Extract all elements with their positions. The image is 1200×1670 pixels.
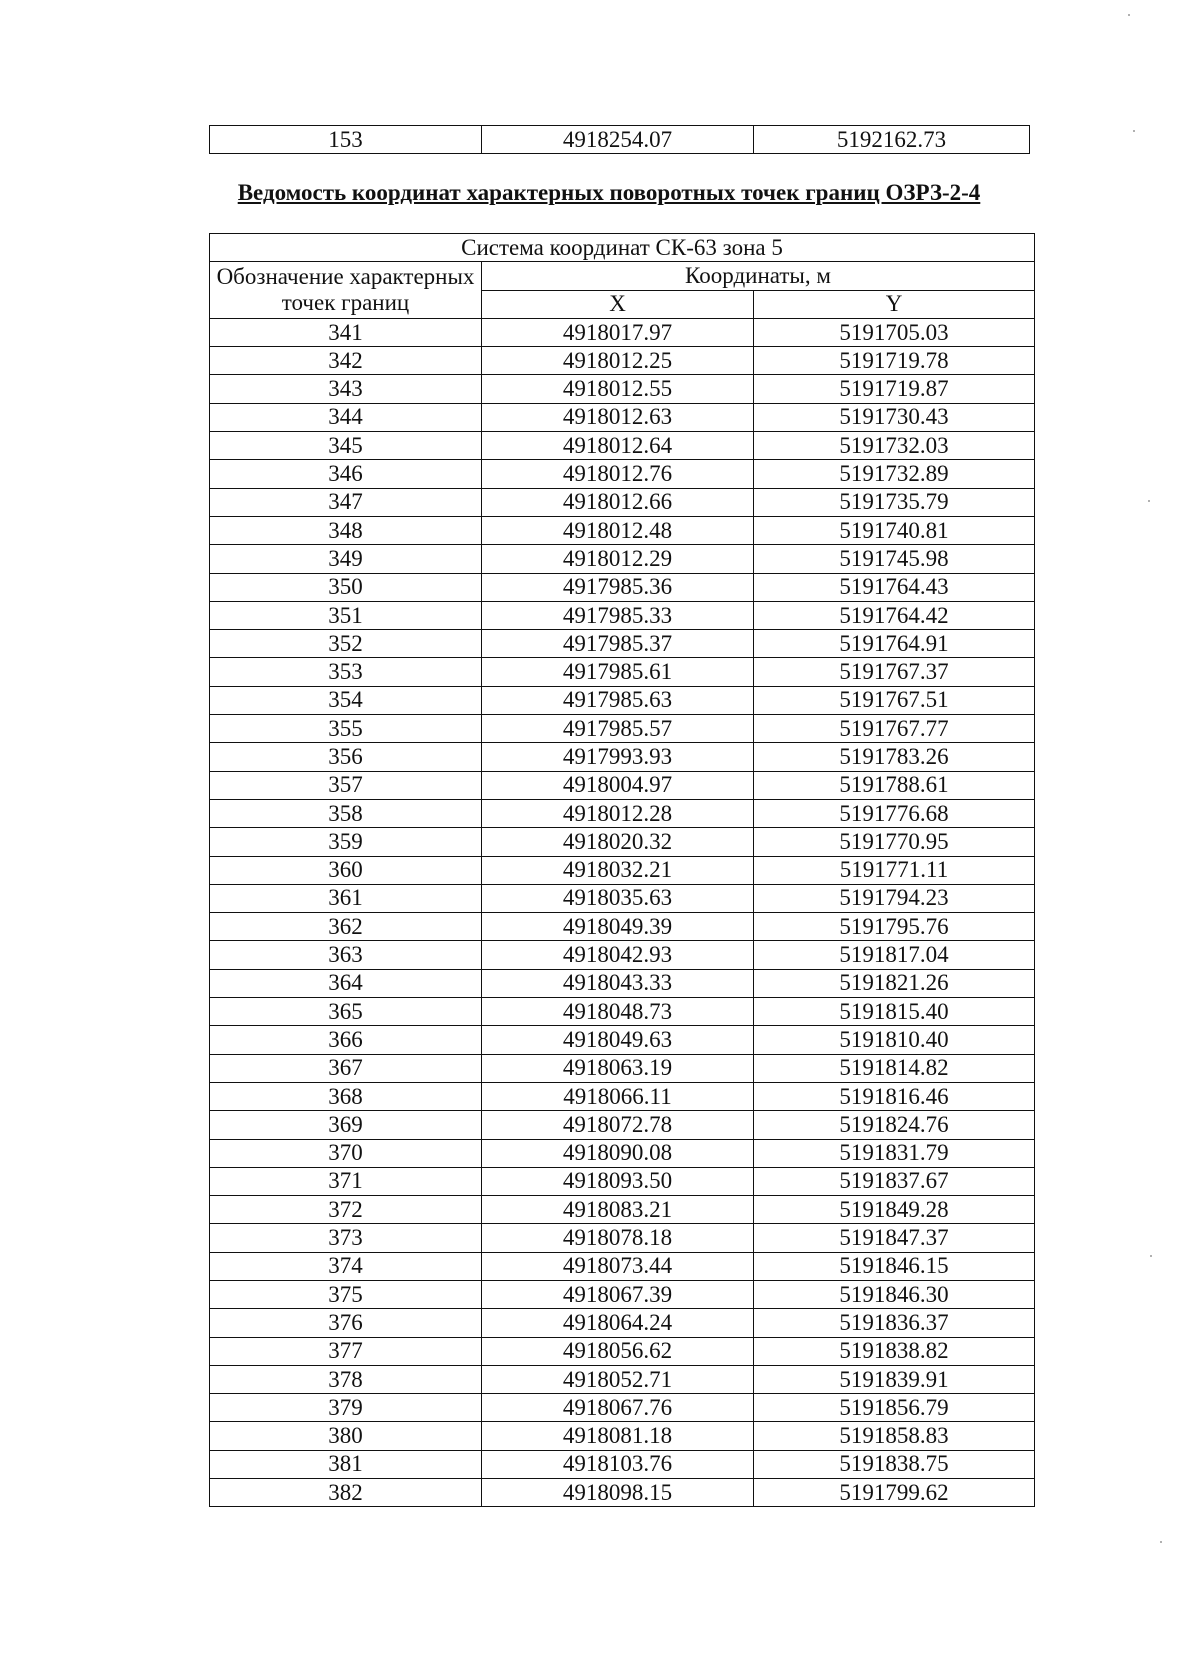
y-cell: 5191732.03 [754, 432, 1035, 460]
table-row [210, 941, 1035, 969]
y-cell: 5191719.78 [754, 347, 1035, 375]
table-row [210, 1365, 1035, 1393]
point-cell: 364 [210, 969, 482, 997]
y-cell: 5191788.61 [754, 771, 1035, 799]
x-cell: 4918254.07 [482, 126, 754, 154]
point-cell: 370 [210, 1139, 482, 1167]
table-row [210, 432, 1035, 460]
point-cell: 355 [210, 715, 482, 743]
y-cell: 5191839.91 [754, 1365, 1035, 1393]
table-row [210, 1422, 1035, 1450]
y-cell: 5191836.37 [754, 1309, 1035, 1337]
point-cell: 345 [210, 432, 482, 460]
point-cell: 362 [210, 913, 482, 941]
y-cell: 5191730.43 [754, 403, 1035, 431]
point-cell: 378 [210, 1365, 482, 1393]
y-cell: 5191837.67 [754, 1167, 1035, 1195]
y-cell: 5191817.04 [754, 941, 1035, 969]
point-cell: 377 [210, 1337, 482, 1365]
point-cell: 351 [210, 601, 482, 629]
y-cell: 5191824.76 [754, 1111, 1035, 1139]
system-header-row [210, 234, 1035, 262]
point-cell: 379 [210, 1394, 482, 1422]
y-cell: 5191856.79 [754, 1394, 1035, 1422]
coordinates-table [209, 233, 1035, 1507]
y-cell: 5191810.40 [754, 1026, 1035, 1054]
point-cell: 374 [210, 1252, 482, 1280]
x-cell: 4918042.93 [482, 941, 754, 969]
x-cell: 4918012.48 [482, 516, 754, 544]
scan-speck [1128, 14, 1130, 16]
document-title: Ведомость координат характерных поворотных точек границ ОЗРЗ-2-4 [237, 180, 981, 205]
x-cell: 4918012.28 [482, 799, 754, 827]
x-cell: 4918081.18 [482, 1422, 754, 1450]
table-row [210, 126, 1030, 154]
table-row [210, 1167, 1035, 1195]
scan-speck [1150, 1255, 1152, 1257]
point-cell: 153 [210, 126, 482, 154]
table-row [210, 828, 1035, 856]
x-cell: 4918032.21 [482, 856, 754, 884]
x-cell: 4918004.97 [482, 771, 754, 799]
point-cell: 357 [210, 771, 482, 799]
table-row [210, 1252, 1035, 1280]
point-cell: 341 [210, 318, 482, 346]
table-row [210, 1196, 1035, 1224]
table-row [210, 1479, 1035, 1507]
scan-speck [1160, 1541, 1162, 1543]
point-cell: 366 [210, 1026, 482, 1054]
coordinates-header: Координаты, м [482, 262, 1035, 290]
table-row [210, 1309, 1035, 1337]
table-row [210, 1139, 1035, 1167]
point-cell: 359 [210, 828, 482, 856]
y-cell: 5191799.62 [754, 1479, 1035, 1507]
y-cell: 5191771.11 [754, 856, 1035, 884]
point-cell: 367 [210, 1054, 482, 1082]
y-cell: 5191846.15 [754, 1252, 1035, 1280]
x-cell: 4918090.08 [482, 1139, 754, 1167]
table-row [210, 630, 1035, 658]
table-row [210, 1280, 1035, 1308]
y-cell: 5191745.98 [754, 545, 1035, 573]
point-cell: 354 [210, 686, 482, 714]
x-cell: 4918052.71 [482, 1365, 754, 1393]
x-cell: 4917993.93 [482, 743, 754, 771]
y-cell: 5191732.89 [754, 460, 1035, 488]
point-cell: 363 [210, 941, 482, 969]
point-cell: 358 [210, 799, 482, 827]
y-cell: 5192162.73 [754, 126, 1030, 154]
table-row [210, 1082, 1035, 1110]
point-cell: 373 [210, 1224, 482, 1252]
y-cell: 5191795.76 [754, 913, 1035, 941]
table-row [210, 545, 1035, 573]
table-row [210, 347, 1035, 375]
point-cell: 347 [210, 488, 482, 516]
x-cell: 4918049.39 [482, 913, 754, 941]
table-row [210, 686, 1035, 714]
table-row [210, 573, 1035, 601]
table-row [210, 715, 1035, 743]
y-cell: 5191838.75 [754, 1450, 1035, 1478]
y-cell: 5191767.51 [754, 686, 1035, 714]
y-cell: 5191767.77 [754, 715, 1035, 743]
table-row [210, 884, 1035, 912]
table-row [210, 601, 1035, 629]
x-cell: 4918072.78 [482, 1111, 754, 1139]
y-cell: 5191783.26 [754, 743, 1035, 771]
x-cell: 4918012.63 [482, 403, 754, 431]
y-cell: 5191847.37 [754, 1224, 1035, 1252]
point-cell: 375 [210, 1280, 482, 1308]
point-cell: 344 [210, 403, 482, 431]
x-cell: 4918012.55 [482, 375, 754, 403]
point-cell: 343 [210, 375, 482, 403]
continuation-table [209, 125, 1030, 154]
y-cell: 5191764.91 [754, 630, 1035, 658]
table-row [210, 403, 1035, 431]
designation-header [210, 262, 482, 319]
point-cell: 346 [210, 460, 482, 488]
point-cell: 365 [210, 998, 482, 1026]
table-row [210, 743, 1035, 771]
table-row [210, 1026, 1035, 1054]
y-cell: 5191764.42 [754, 601, 1035, 629]
y-cell: 5191858.83 [754, 1422, 1035, 1450]
point-cell: 356 [210, 743, 482, 771]
table-row [210, 771, 1035, 799]
x-cell: 4917985.63 [482, 686, 754, 714]
point-cell: 353 [210, 658, 482, 686]
x-cell: 4918012.64 [482, 432, 754, 460]
table-row [210, 488, 1035, 516]
x-cell: 4918056.62 [482, 1337, 754, 1365]
header-row [210, 262, 1035, 290]
table-row [210, 658, 1035, 686]
table-row [210, 1054, 1035, 1082]
y-header: Y [754, 290, 1035, 318]
table-row [210, 460, 1035, 488]
x-cell: 4918012.25 [482, 347, 754, 375]
y-cell: 5191770.95 [754, 828, 1035, 856]
table-row [210, 998, 1035, 1026]
y-cell: 5191838.82 [754, 1337, 1035, 1365]
point-cell: 349 [210, 545, 482, 573]
scan-speck [1148, 500, 1150, 502]
x-cell: 4918064.24 [482, 1309, 754, 1337]
point-cell: 381 [210, 1450, 482, 1478]
x-cell: 4918103.76 [482, 1450, 754, 1478]
x-cell: 4918012.66 [482, 488, 754, 516]
x-cell: 4918049.63 [482, 1026, 754, 1054]
point-cell: 360 [210, 856, 482, 884]
table-row [210, 913, 1035, 941]
point-cell: 361 [210, 884, 482, 912]
x-cell: 4918083.21 [482, 1196, 754, 1224]
x-cell: 4918012.29 [482, 545, 754, 573]
y-cell: 5191740.81 [754, 516, 1035, 544]
x-cell: 4918043.33 [482, 969, 754, 997]
x-cell: 4917985.61 [482, 658, 754, 686]
table-row [210, 516, 1035, 544]
point-cell: 372 [210, 1196, 482, 1224]
point-cell: 380 [210, 1422, 482, 1450]
table-row [210, 856, 1035, 884]
table-row [210, 969, 1035, 997]
coordinate-system-header: Система координат СК-63 зона 5 [210, 234, 1035, 262]
y-cell: 5191794.23 [754, 884, 1035, 912]
x-cell: 4918063.19 [482, 1054, 754, 1082]
table-row [210, 1450, 1035, 1478]
y-cell: 5191764.43 [754, 573, 1035, 601]
x-cell: 4918066.11 [482, 1082, 754, 1110]
y-cell: 5191767.37 [754, 658, 1035, 686]
x-cell: 4918073.44 [482, 1252, 754, 1280]
y-cell: 5191849.28 [754, 1196, 1035, 1224]
point-cell: 382 [210, 1479, 482, 1507]
table-row [210, 1337, 1035, 1365]
table-row [210, 799, 1035, 827]
point-cell: 376 [210, 1309, 482, 1337]
y-cell: 5191705.03 [754, 318, 1035, 346]
y-cell: 5191814.82 [754, 1054, 1035, 1082]
table-row [210, 1224, 1035, 1252]
y-cell: 5191735.79 [754, 488, 1035, 516]
table-row [210, 318, 1035, 346]
y-cell: 5191821.26 [754, 969, 1035, 997]
y-cell: 5191719.87 [754, 375, 1035, 403]
y-cell: 5191815.40 [754, 998, 1035, 1026]
x-cell: 4918067.76 [482, 1394, 754, 1422]
table-row [210, 1111, 1035, 1139]
point-cell: 371 [210, 1167, 482, 1195]
x-cell: 4918012.76 [482, 460, 754, 488]
x-cell: 4918020.32 [482, 828, 754, 856]
designation-header-line1: Обозначение характерных [216, 264, 475, 290]
x-cell: 4917985.36 [482, 573, 754, 601]
point-cell: 369 [210, 1111, 482, 1139]
point-cell: 352 [210, 630, 482, 658]
y-cell: 5191846.30 [754, 1280, 1035, 1308]
point-cell: 350 [210, 573, 482, 601]
x-cell: 4918048.73 [482, 998, 754, 1026]
x-cell: 4917985.37 [482, 630, 754, 658]
y-cell: 5191831.79 [754, 1139, 1035, 1167]
x-cell: 4918035.63 [482, 884, 754, 912]
designation-header-line2: точек границ [281, 290, 410, 316]
point-cell: 348 [210, 516, 482, 544]
x-cell: 4918078.18 [482, 1224, 754, 1252]
y-cell: 5191776.68 [754, 799, 1035, 827]
table-row [210, 375, 1035, 403]
x-cell: 4918093.50 [482, 1167, 754, 1195]
x-cell: 4917985.57 [482, 715, 754, 743]
x-cell: 4918067.39 [482, 1280, 754, 1308]
point-cell: 368 [210, 1082, 482, 1110]
scan-speck [1133, 130, 1135, 132]
x-cell: 4918017.97 [482, 318, 754, 346]
x-cell: 4917985.33 [482, 601, 754, 629]
table-body [210, 318, 1035, 1506]
point-cell: 342 [210, 347, 482, 375]
y-cell: 5191816.46 [754, 1082, 1035, 1110]
x-cell: 4918098.15 [482, 1479, 754, 1507]
table-row [210, 1394, 1035, 1422]
x-header: X [482, 290, 754, 318]
